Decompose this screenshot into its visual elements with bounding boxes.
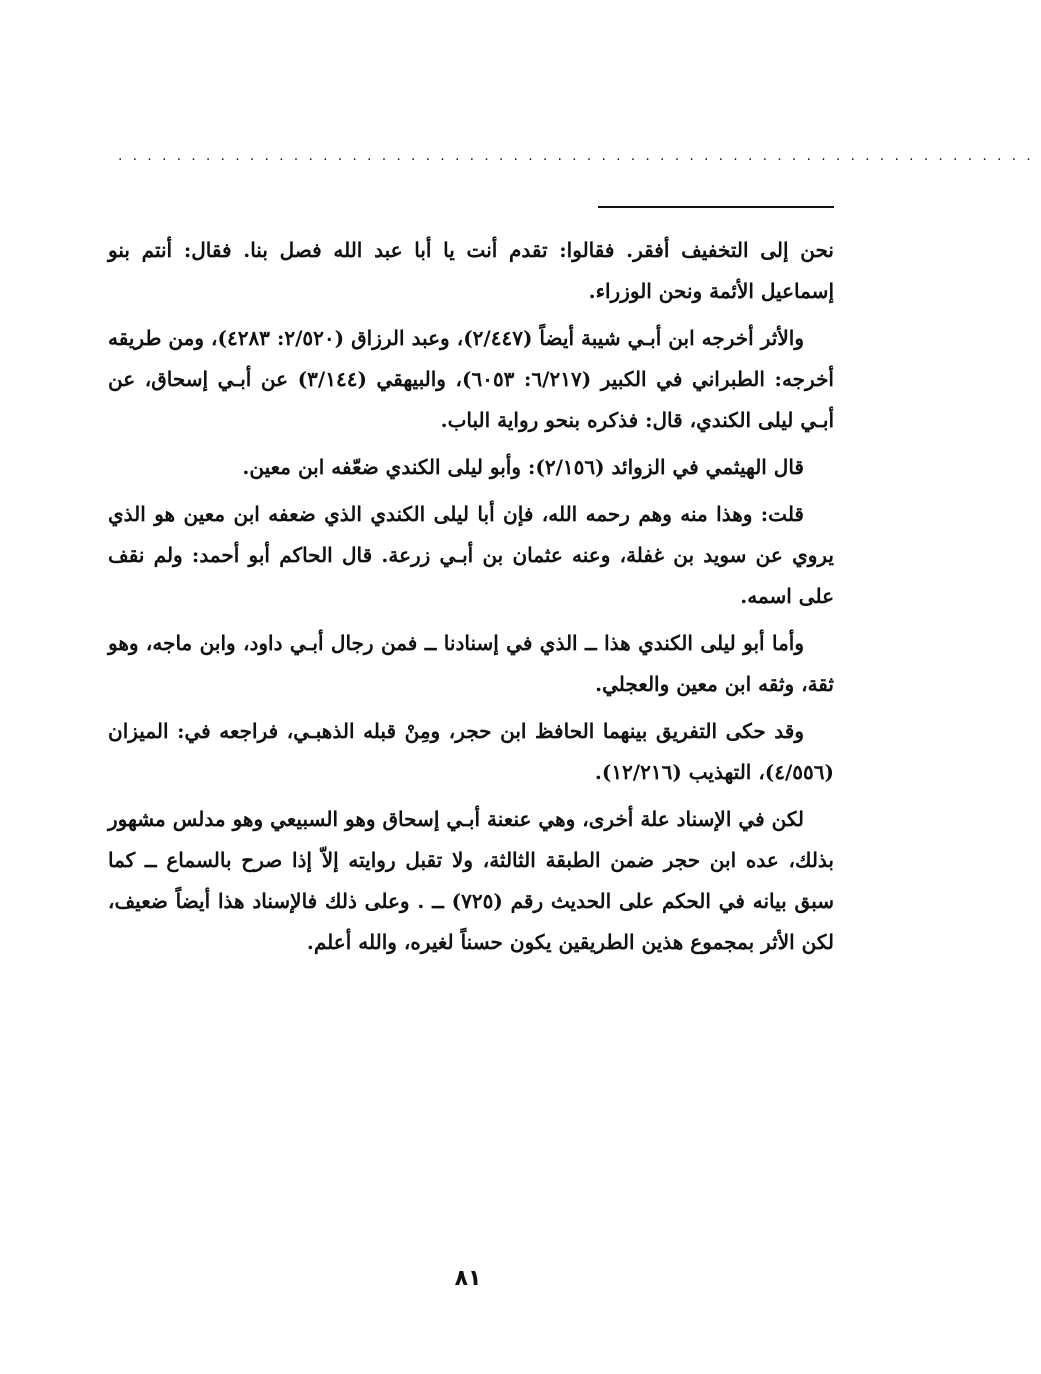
paragraph: لكن في الإسناد علة أخرى، وهي عنعنة أبـي إسحاق وهو السبيعي وهو مدلس مشهور بذلك، عده ابن حجر ضمن الطبقة الثالثة، ولا تقبل روايته إلاّ إذا صرح بالسماع ــ كما سبق بيانه في الحكم على الحديث رقم (٧٢٥) ــ . وعلى ذلك فالإسناد هذا أيضاً ضعيف، لكن الأثر بمجموع هذين الطريقين يكون حسناً لغيره، والله أعلم. xyxy=(108,807,834,954)
paragraph: والأثر أخرجه ابن أبـي شيبة أيضاً (٢/٤٤٧)، وعبد الرزاق (٢/٥٢٠: ٤٢٨٣)، ومن طريقه أخرجه: الطبراني في الكبير (٦/٢١٧: ٦٠٥٣)، والبيهقي (٣/١٤٤) عن أبـي إسحاق، عن أبـي ليلى الكندي، قال: فذكره بنحو رواية الباب. xyxy=(108,326,834,432)
paragraph: وقد حكى التفريق بينهما الحافظ ابن حجر، ومِنْ قبله الذهبـي، فراجعه في: الميزان (٤/٥٥٦)، التهذيب (١٢/٢١٦). xyxy=(108,719,834,784)
footnote-text xyxy=(108,230,834,969)
paragraph: وأما أبو ليلى الكندي هذا ــ الذي في إسنادنا ــ فمن رجال أبـي داود، وابن ماجه، وهو ثقة، وثقه ابن معين والعجلي. xyxy=(108,631,834,696)
page-number: ٨١ xyxy=(454,1266,482,1291)
separator-dots: ............................................................... xyxy=(118,148,1041,164)
paragraph: قال الهيثمي في الزوائد (٢/١٥٦): وأبو ليلى الكندي ضعّفه ابن معين. xyxy=(242,455,804,479)
paragraph: قلت: وهذا منه وهم رحمه الله، فإن أبا ليلى الكندي الذي ضعفه ابن معين هو الذي يروي عن سويد بن غفلة، وعنه عثمان بن أبـي زرعة. قال الحاكم أبو أحمد: ولم نقف على اسمه. xyxy=(108,502,834,608)
paragraph: نحن إلى التخفيف أفقر. فقالوا: تقدم أنت يا أبا عبد الله فصل بنا. فقال: أنتم بنو إسماعيل الأئمة ونحن الوزراء. xyxy=(108,238,834,303)
footnote-rule xyxy=(598,206,834,208)
